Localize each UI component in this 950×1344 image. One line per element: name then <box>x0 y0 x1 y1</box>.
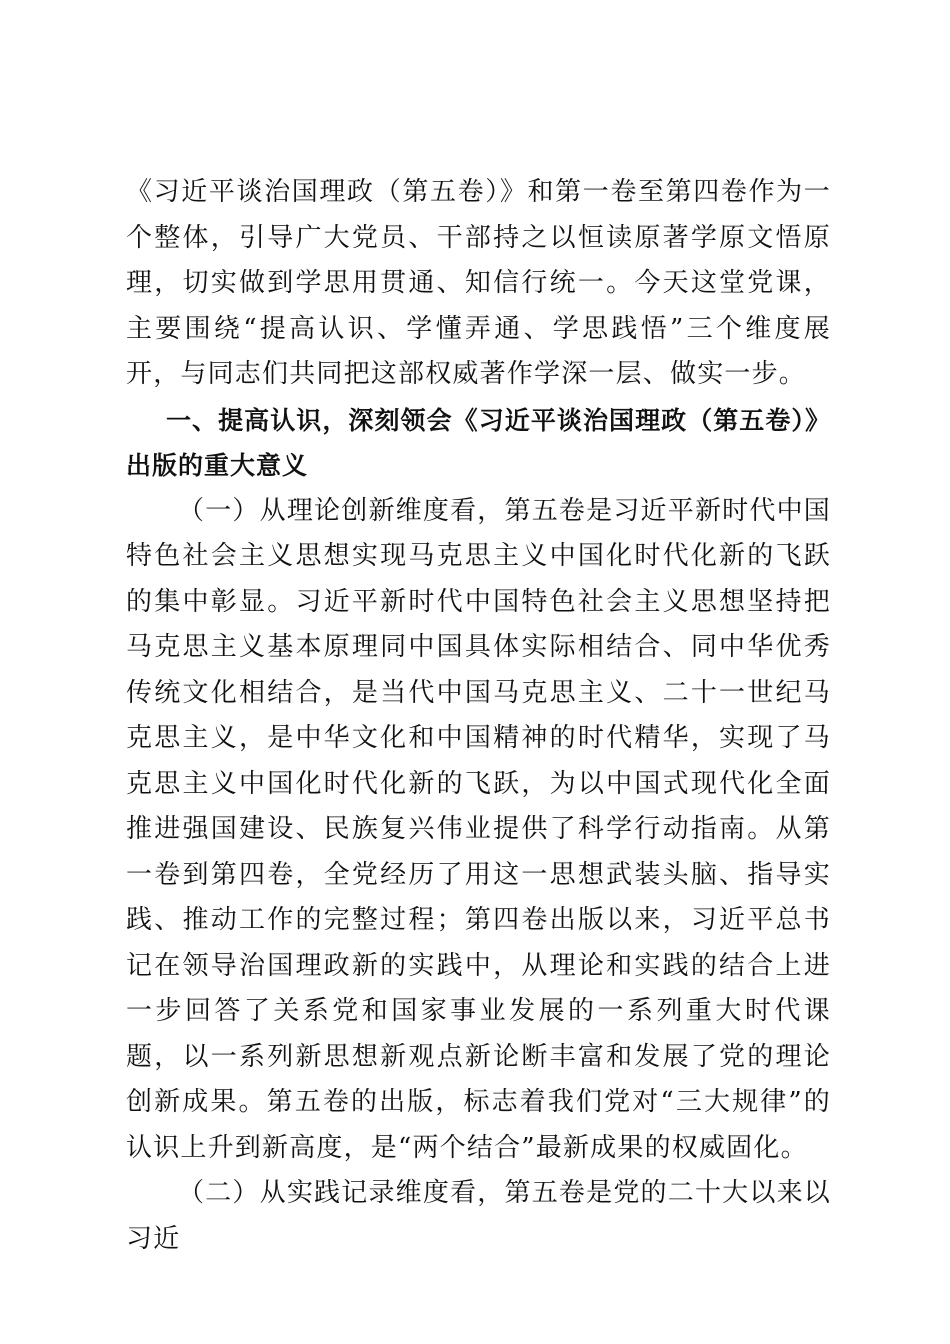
document-body <box>126 170 831 1262</box>
section-heading: 一、提高认识，深刻领会《习近平谈治国理政（第五卷）》出版的重大意义 <box>126 405 831 480</box>
subsection-paragraph-2: （二）从实践记录维度看，第五卷是党的二十大以来以习近 <box>126 1178 831 1254</box>
intro-paragraph: 《习近平谈治国理政（第五卷）》和第一卷至第四卷作为一个整体，引导广大党员、干部持之以恒读原著学原文悟原理，切实做到学思用贯通、知信行统一。今天这堂党课，主要围绕“提高认识、学懂弄通、学思践悟”三个维度展开，与同志们共同把这部权威著作学深一层、做实一步。 <box>126 177 831 389</box>
subsection-paragraph-1: （一）从理论创新维度看，第五卷是习近平新时代中国特色社会主义思想实现马克思主义中国化时代化新的飞跃的集中彰显。习近平新时代中国特色社会主义思想坚持把马克思主义基本原理同中国具体实际相结合、同中华优秀传统文化相结合，是当代中国马克思主义、二十一世纪马克思主义，是中华文化和中国精神的时代精华，实现了马克思主义中国化时代化新的飞跃，为以中国式现代化全面推进强国建设、民族复兴伟业提供了科学行动指南。从第一卷到第四卷，全党经历了用这一思想武装头脑、指导实践、推动工作的完整过程；第四卷出版以来，习近平总书记在领导治国理政新的实践中，从理论和实践的结合上进一步回答了关系党和国家事业发展的一系列重大时代课题，以一系列新思想新观点新论断丰富和发展了党的理论创新成果。第五卷的出版，标志着我们党对“三大规律”的认识上升到新高度，是“两个结合”最新成果的权威固化。 <box>126 495 831 1163</box>
